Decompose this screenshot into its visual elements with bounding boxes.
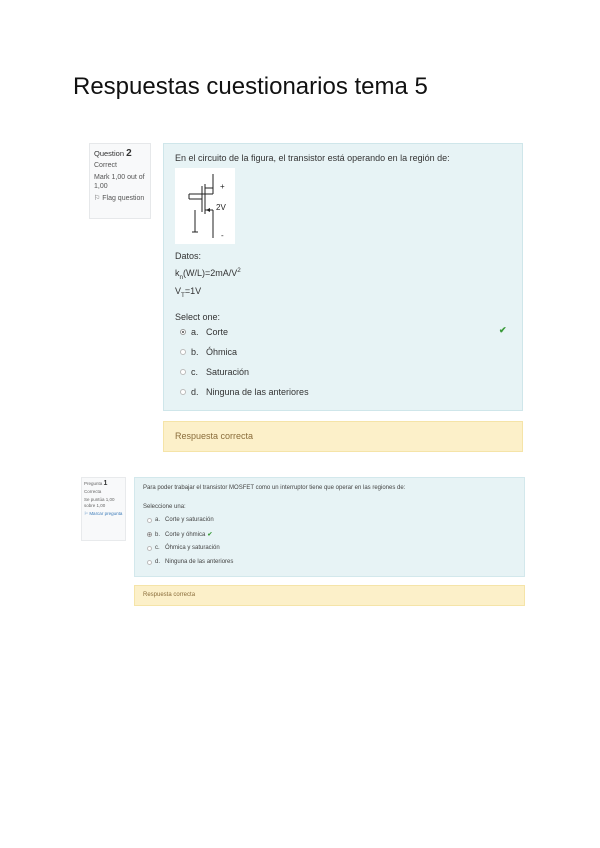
option-b-2[interactable] xyxy=(147,531,212,538)
option-c[interactable] xyxy=(180,367,249,377)
option-a-2[interactable] xyxy=(147,517,214,523)
data-label: Datos: xyxy=(175,251,202,261)
option-text: Saturación xyxy=(206,367,250,377)
flag-icon-2: ⚐ xyxy=(84,511,89,516)
radio-icon[interactable] xyxy=(147,518,152,523)
option-text: Corte xyxy=(206,327,229,337)
question-number-value-2: 1 xyxy=(103,480,108,487)
document-title: Respuestas cuestionarios tema 5 xyxy=(73,73,428,100)
formula-k: k xyxy=(175,268,180,278)
correct-check-icon: ✔ xyxy=(499,325,507,335)
question-text: En el circuito de la figura, el transistor está operando en la región de: xyxy=(175,153,450,163)
option-d[interactable] xyxy=(180,387,309,397)
formula-v-sub: T xyxy=(181,291,185,299)
option-text: Ninguna de las anteriores xyxy=(206,387,309,397)
feedback-text: Respuesta correcta xyxy=(175,431,254,441)
circuit-plus-label: + xyxy=(220,182,225,191)
option-d-2[interactable] xyxy=(147,559,233,565)
formula-k-sub: n xyxy=(179,273,184,281)
radio-icon[interactable] xyxy=(180,389,186,395)
circuit-diagram xyxy=(175,168,235,244)
option-letter: a. xyxy=(155,517,161,523)
option-b[interactable] xyxy=(180,347,237,357)
formula-kn xyxy=(175,267,241,281)
question-number-value: 2 xyxy=(126,148,132,159)
question-content-panel xyxy=(163,143,523,411)
question-mark: Mark 1,00 out of 1,00 xyxy=(94,174,145,190)
option-a[interactable] xyxy=(180,327,228,337)
radio-icon[interactable] xyxy=(180,349,186,355)
flag-icon: ⚐ xyxy=(94,195,101,202)
question-info-box xyxy=(89,143,151,219)
feedback-text-2: Respuesta correcta xyxy=(143,592,196,598)
option-letter: d. xyxy=(155,559,161,565)
question-mark-2: Se puntúa 1,00 sobre 1,00 xyxy=(84,497,115,508)
flag-question-link-2[interactable] xyxy=(84,511,123,517)
question-status-2: Correcta xyxy=(84,489,102,494)
formula-k-sup: 2 xyxy=(237,267,241,274)
formula-k-rest: (W/L)=2mA/V xyxy=(183,268,238,278)
flag-question-label-2: Marcar pregunta xyxy=(89,511,123,516)
question-status: Correct xyxy=(94,162,117,169)
feedback-box xyxy=(163,421,523,452)
formula-vt xyxy=(175,286,201,299)
option-text: Óhmica xyxy=(206,347,238,357)
feedback-box-2 xyxy=(134,585,525,606)
radio-icon[interactable] xyxy=(180,369,186,375)
option-letter: a. xyxy=(191,327,199,337)
radio-selected-icon[interactable] xyxy=(147,532,152,537)
option-letter: d. xyxy=(191,387,199,397)
option-c-2[interactable] xyxy=(147,545,220,551)
circuit-minus-label: - xyxy=(221,231,224,240)
radio-selected-icon[interactable] xyxy=(180,329,186,335)
option-letter: b. xyxy=(191,347,199,357)
option-letter: b. xyxy=(155,531,161,538)
select-one-label: Select one: xyxy=(175,312,221,322)
radio-icon[interactable] xyxy=(147,546,152,551)
select-one-label-2: Seleccione una: xyxy=(143,504,186,510)
question-content-panel-2 xyxy=(134,477,525,577)
question-info-box-2 xyxy=(81,477,126,541)
option-letter: c. xyxy=(155,545,160,551)
option-text: Ninguna de las anteriores xyxy=(165,559,234,565)
question-text-2: Para poder trabajar el transistor MOSFET como un interruptor tiene que operar en las regiones de: xyxy=(143,485,406,491)
radio-icon[interactable] xyxy=(147,560,152,565)
question-number-2 xyxy=(84,481,123,487)
question-number xyxy=(94,149,146,158)
question-label: Question xyxy=(94,149,125,158)
formula-v: V xyxy=(175,286,182,296)
option-letter: c. xyxy=(191,367,199,377)
flag-question-label: Flag question xyxy=(102,195,145,202)
option-text: Corte y óhmica xyxy=(165,531,206,538)
flag-question-link[interactable] xyxy=(94,194,146,203)
option-text: Corte y saturación xyxy=(165,517,214,523)
formula-v-rest: =1V xyxy=(184,286,202,296)
option-text: Óhmica y saturación xyxy=(165,545,220,551)
circuit-voltage-label: 2V xyxy=(216,203,226,212)
question-label-2: Pregunta xyxy=(84,481,103,486)
correct-check-icon-2: ✔ xyxy=(207,532,213,538)
